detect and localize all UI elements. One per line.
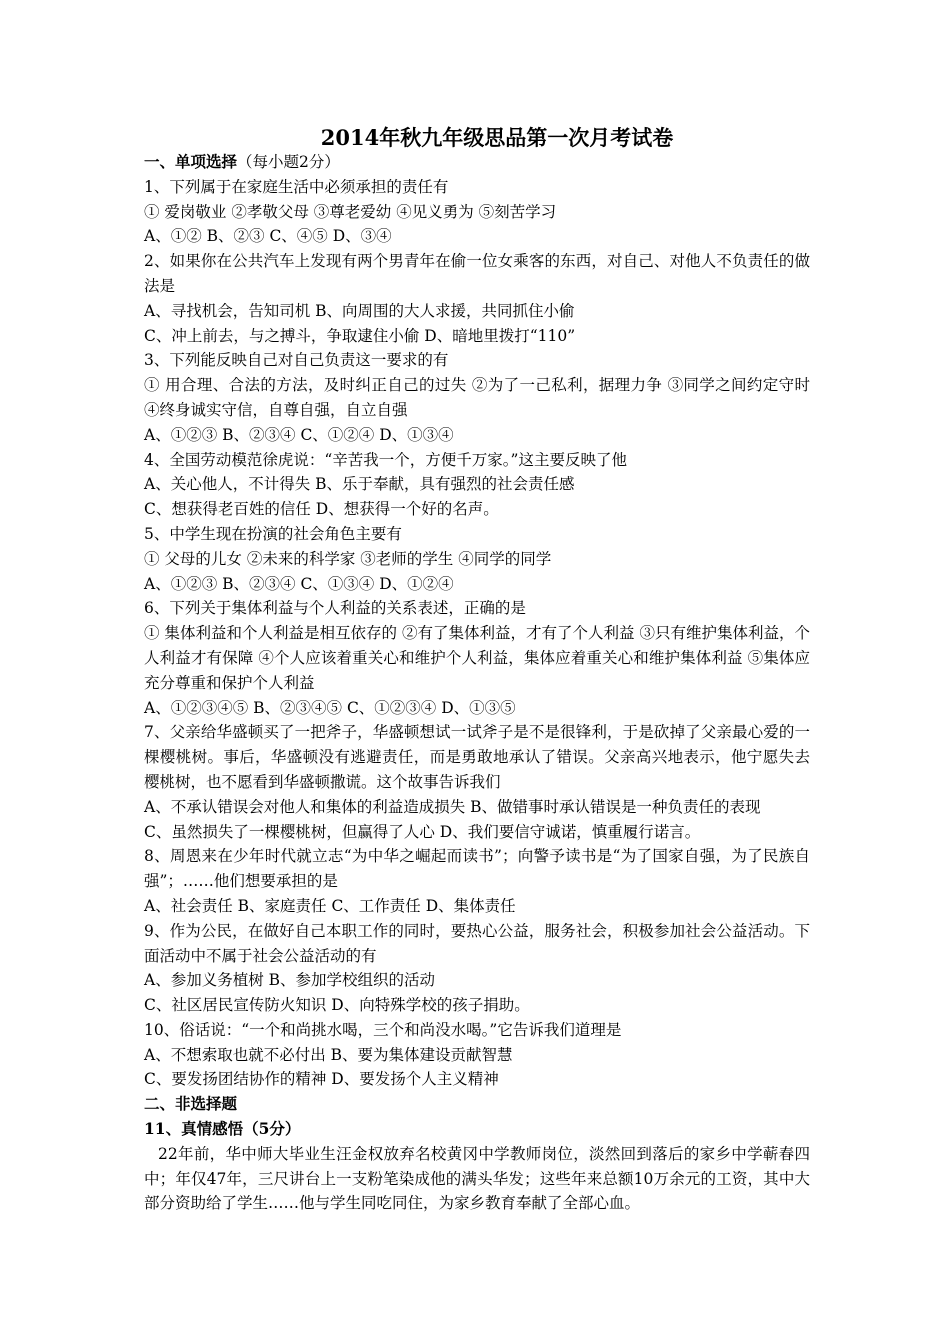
question-line: 10、俗话说：“一个和尚挑水喝，三个和尚没水喝。”它告诉我们道理是 [144, 1020, 622, 1039]
question-line: 5、中学生现在扮演的社会角色主要有 [144, 524, 402, 543]
question-heading: 11、真情感悟（5分） [144, 1119, 301, 1139]
answers-line: C、冲上前去，与之搏斗，争取逮住小偷 D、暗地里拨打“110” [144, 326, 576, 345]
question-line: 9、作为公民，在做好自己本职工作的同时，要热心公益，服务社会，积极参加社会公益活动。下面活动中不属于社会公益活动的有 [144, 921, 810, 965]
question-line: 1、下列属于在家庭生活中必须承担的责任有 [144, 177, 449, 196]
page-title: 2014年秋九年级思品第一次月考试卷 [320, 125, 674, 150]
answers-line: A、关心他人，不计得失 B、乐于奉献，具有强烈的社会责任感 [144, 475, 575, 494]
answers-line: A、社会责任 B、家庭责任 C、工作责任 D、集体责任 [144, 896, 516, 915]
question-line: 3、下列能反映自己对自己负责这一要求的有 [144, 351, 449, 370]
options-line: ① 父母的儿女 ②未来的科学家 ③老师的学生 ④同学的同学 [144, 549, 552, 568]
passage: 22年前，华中师大毕业生汪金权放弃名校黄冈中学教师岗位，淡然回到落后的家乡中学蕲春四中；年仅47年，三尺讲台上一支粉笔染成他的满头华发；这些年来总额10万余元的工资，其中大部分资助给了学生……他与学生同吃同住，为家乡教育奉献了全部心血。 [144, 1144, 810, 1213]
answers-line: C、要发扬团结协作的精神 D、要发扬个人主义精神 [144, 1070, 499, 1089]
answers-line: A、①②③ B、②③④ C、①③④ D、①②④ [144, 574, 454, 593]
section-note: （每小题2分） [237, 153, 340, 171]
answers-line: A、参加义务植树 B、参加学校组织的活动 [144, 971, 436, 990]
answers-line: C、想获得老百姓的信任 D、想获得一个好的名声。 [144, 500, 499, 519]
question-line: 4、全国劳动模范徐虎说：“辛苦我一个，方便千万家。”这主要反映了他 [144, 450, 627, 469]
question-line: 6、下列关于集体利益与个人利益的关系表述，正确的是 [144, 599, 526, 618]
question-line: 7、父亲给华盛顿买了一把斧子，华盛顿想试一试斧子是不是很锋利，于是砍掉了父亲最心爱的一棵樱桃树。事后，华盛顿没有逃避责任，而是勇敢地承认了错误。父亲高兴地表示，他宁愿失去樱桃树，也不愿看到华盛顿撒谎。这个故事告诉我们 [144, 723, 810, 791]
answers-line: C、虽然损失了一棵樱桃树，但赢得了人心 D、我们要信守诚诺，慎重履行诺言。 [144, 822, 701, 841]
question-line: 8、周恩来在少年时代就立志“为中华之崛起而读书”；向警予读书是“为了国家自强，为了民族自强”；……他们想要承担的是 [144, 847, 810, 891]
answers-line: C、社区居民宣传防火知识 D、向特殊学校的孩子捐助。 [144, 996, 530, 1015]
question-line: 2、如果你在公共汽车上发现有两个男青年在偷一位女乘客的东西，对自己、对他人不负责任的做法是 [144, 252, 810, 295]
section-heading [144, 150, 810, 175]
answers-line: A、①② B、②③ C、④⑤ D、③④ [144, 227, 392, 246]
answers-line: A、不想索取也就不必付出 B、要为集体建设贡献智慧 [144, 1045, 513, 1064]
options-line: ① 用合理、合法的方法，及时纠正自己的过失 ②为了一己私利，据理力争 ③同学之间约定守时 ④终身诚实守信，自尊自强，自立自强 [144, 376, 810, 419]
answers-line: A、①②③④⑤ B、②③④⑤ C、①②③④ D、①③⑤ [144, 698, 516, 717]
answers-line: A、不承认错误会对他人和集体的利益造成损失 B、做错事时承认错误是一种负责任的表现 [144, 797, 761, 816]
answers-line: A、寻找机会，告知司机 B、向周围的大人求援，共同抓住小偷 [144, 301, 575, 320]
section-heading: 二、非选择题 [144, 1094, 238, 1114]
options-line: ① 集体利益和个人利益是相互依存的 ②有了集体利益，才有了个人利益 ③只有维护集体利益，个人利益才有保障 ④个人应该着重关心和维护个人利益，集体应着重关心和维护集体利益 ⑤集体应充分尊重和保护个人利益 [144, 624, 810, 692]
options-line: ① 爱岗敬业 ②孝敬父母 ③尊老爱幼 ④见义勇为 ⑤刻苦学习 [144, 202, 557, 221]
answers-line: A、①②③ B、②③④ C、①②④ D、①③④ [144, 425, 454, 444]
section-title: 一、单项选择 [144, 152, 238, 171]
exam-page [144, 126, 810, 1216]
